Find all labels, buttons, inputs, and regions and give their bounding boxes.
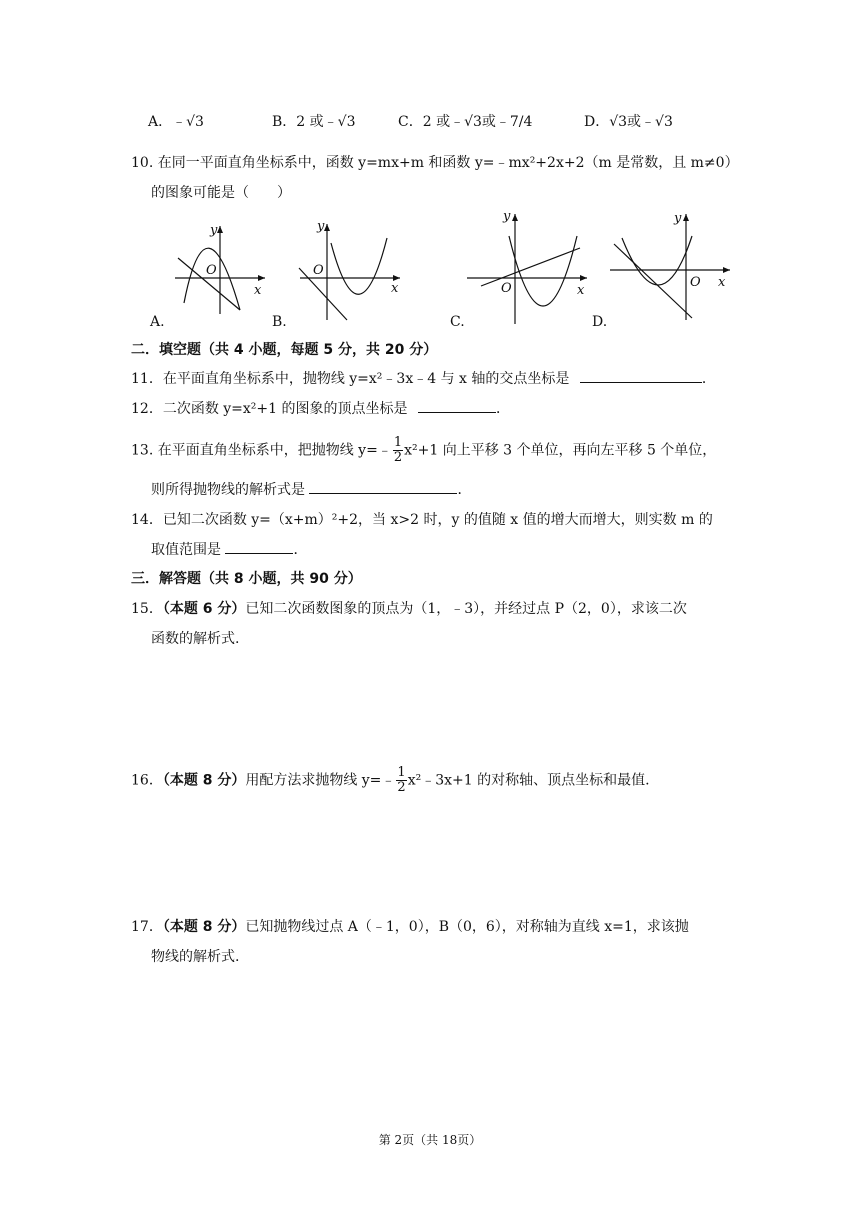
graph-a-y-label: y [210,223,218,238]
q9-option-b: B．2 或﹣√3 [272,114,356,130]
q13-fraction [393,436,403,465]
q13-line2: 则所得抛物线的解析式是 ． [151,479,471,501]
section-3-heading: 三．解答题（共 8 小题，共 90 分） [131,571,362,587]
graph-d-o-label: O [690,275,701,290]
graph-a-o-label: O [206,263,217,278]
q13-frac-den: 2 [393,450,403,465]
q16-post: x²﹣3x+1 的对称轴、顶点坐标和最值. [407,772,650,789]
q16-pre: 用配方法求抛物线 y=﹣ [245,772,396,789]
page-footer: 第 2页（共 18页） [378,1133,482,1147]
q10-graph-a [170,218,270,318]
q10-graph-d-label: D. [592,314,608,330]
q13-stem2: 则所得抛物线的解析式是 [151,482,305,498]
q10-graph-b [295,218,405,323]
q14-line2: 取值范围是 ． [151,539,307,561]
q11-answer-blank [580,368,702,383]
q14-line1: 14．已知二次函数 y=（x+m）²+2，当 x>2 时，y 的值随 x 值的增大而增大，则实数 m 的 [131,512,713,528]
q17-stem: 已知抛物线过点 A（﹣1，0），B（0，6），对称轴为直线 x=1，求该抛 [245,919,689,935]
q9-option-c: C．2 或﹣√3或﹣7/4 [398,114,533,130]
q15-line2: 函数的解析式. [151,631,240,647]
q15-stem: 已知二次函数图象的顶点为（1，﹣3），并经过点 P（2，0），求该二次 [245,601,687,617]
q10-graph-a-label: A. [150,314,165,330]
q10-graph-d [608,208,733,323]
graph-a-x-label: x [254,283,262,298]
graph-c-x-label: x [577,283,585,298]
q16-line [131,766,650,795]
section-2-heading: 二．填空题（共 4 小题，每题 5 分，共 20 分） [131,342,438,358]
q11-text: 11．在平面直角坐标系中，抛物线 y=x²﹣3x﹣4 与 x 轴的交点坐标是 ． [131,368,716,390]
q10-graph-c [465,206,590,326]
graph-c-y-label: y [503,209,511,224]
q17-line1 [131,916,689,938]
q16-number: 16． [131,772,163,789]
q14-stem2: 取值范围是 [151,542,221,558]
q17-number: 17． [131,919,163,935]
q10-graph-b-label: B. [272,314,287,330]
q15-score: （本题 6 分） [162,601,246,617]
q12-text: 12．二次函数 y=x²+1 的图象的顶点坐标是 ． [131,398,510,420]
graph-d-x-label: x [718,275,726,290]
q16-frac-den: 2 [397,780,406,795]
graph-d-y-label: y [674,211,682,226]
graph-b-y-label: y [317,219,325,234]
q13-answer-blank [309,479,457,494]
q15-number: 15． [131,601,163,617]
q14-answer-blank [225,539,293,554]
q17-score: （本题 8 分） [162,919,246,935]
q12-answer-blank [418,398,496,413]
graph-b-x-label: x [391,281,399,296]
q10-line2: 的图象可能是（ ） [151,185,291,201]
q16-fraction [396,766,406,795]
q15-line1 [131,598,687,620]
q9-option-d: D．√3或﹣√3 [584,114,673,130]
q10-graph-c-label: C. [450,314,465,330]
q11-stem: 11．在平面直角坐标系中，抛物线 y=x²﹣3x﹣4 与 x 轴的交点坐标是 [131,371,570,387]
q16-frac-num: 1 [397,765,406,780]
q13-post: x²+1 向上平移 3 个单位，再向左平移 5 个单位， [404,442,717,459]
q13-line1 [131,436,716,465]
q13-frac-num: 1 [393,435,403,450]
graph-b-o-label: O [313,263,324,278]
q9-option-a: A．﹣√3 [148,114,204,130]
q17-line2: 物线的解析式. [151,949,240,965]
q10-line1: 10. 在同一平面直角坐标系中，函数 y=mx+m 和函数 y=﹣mx²+2x+2（m 是常数，且 m≠0） [131,155,739,171]
q12-stem: 12．二次函数 y=x²+1 的图象的顶点坐标是 [131,401,408,417]
q16-score: （本题 8 分） [162,772,246,789]
graph-c-o-label: O [501,281,512,296]
q13-pre: 13. 在平面直角坐标系中，把抛物线 y=﹣ [131,442,392,459]
